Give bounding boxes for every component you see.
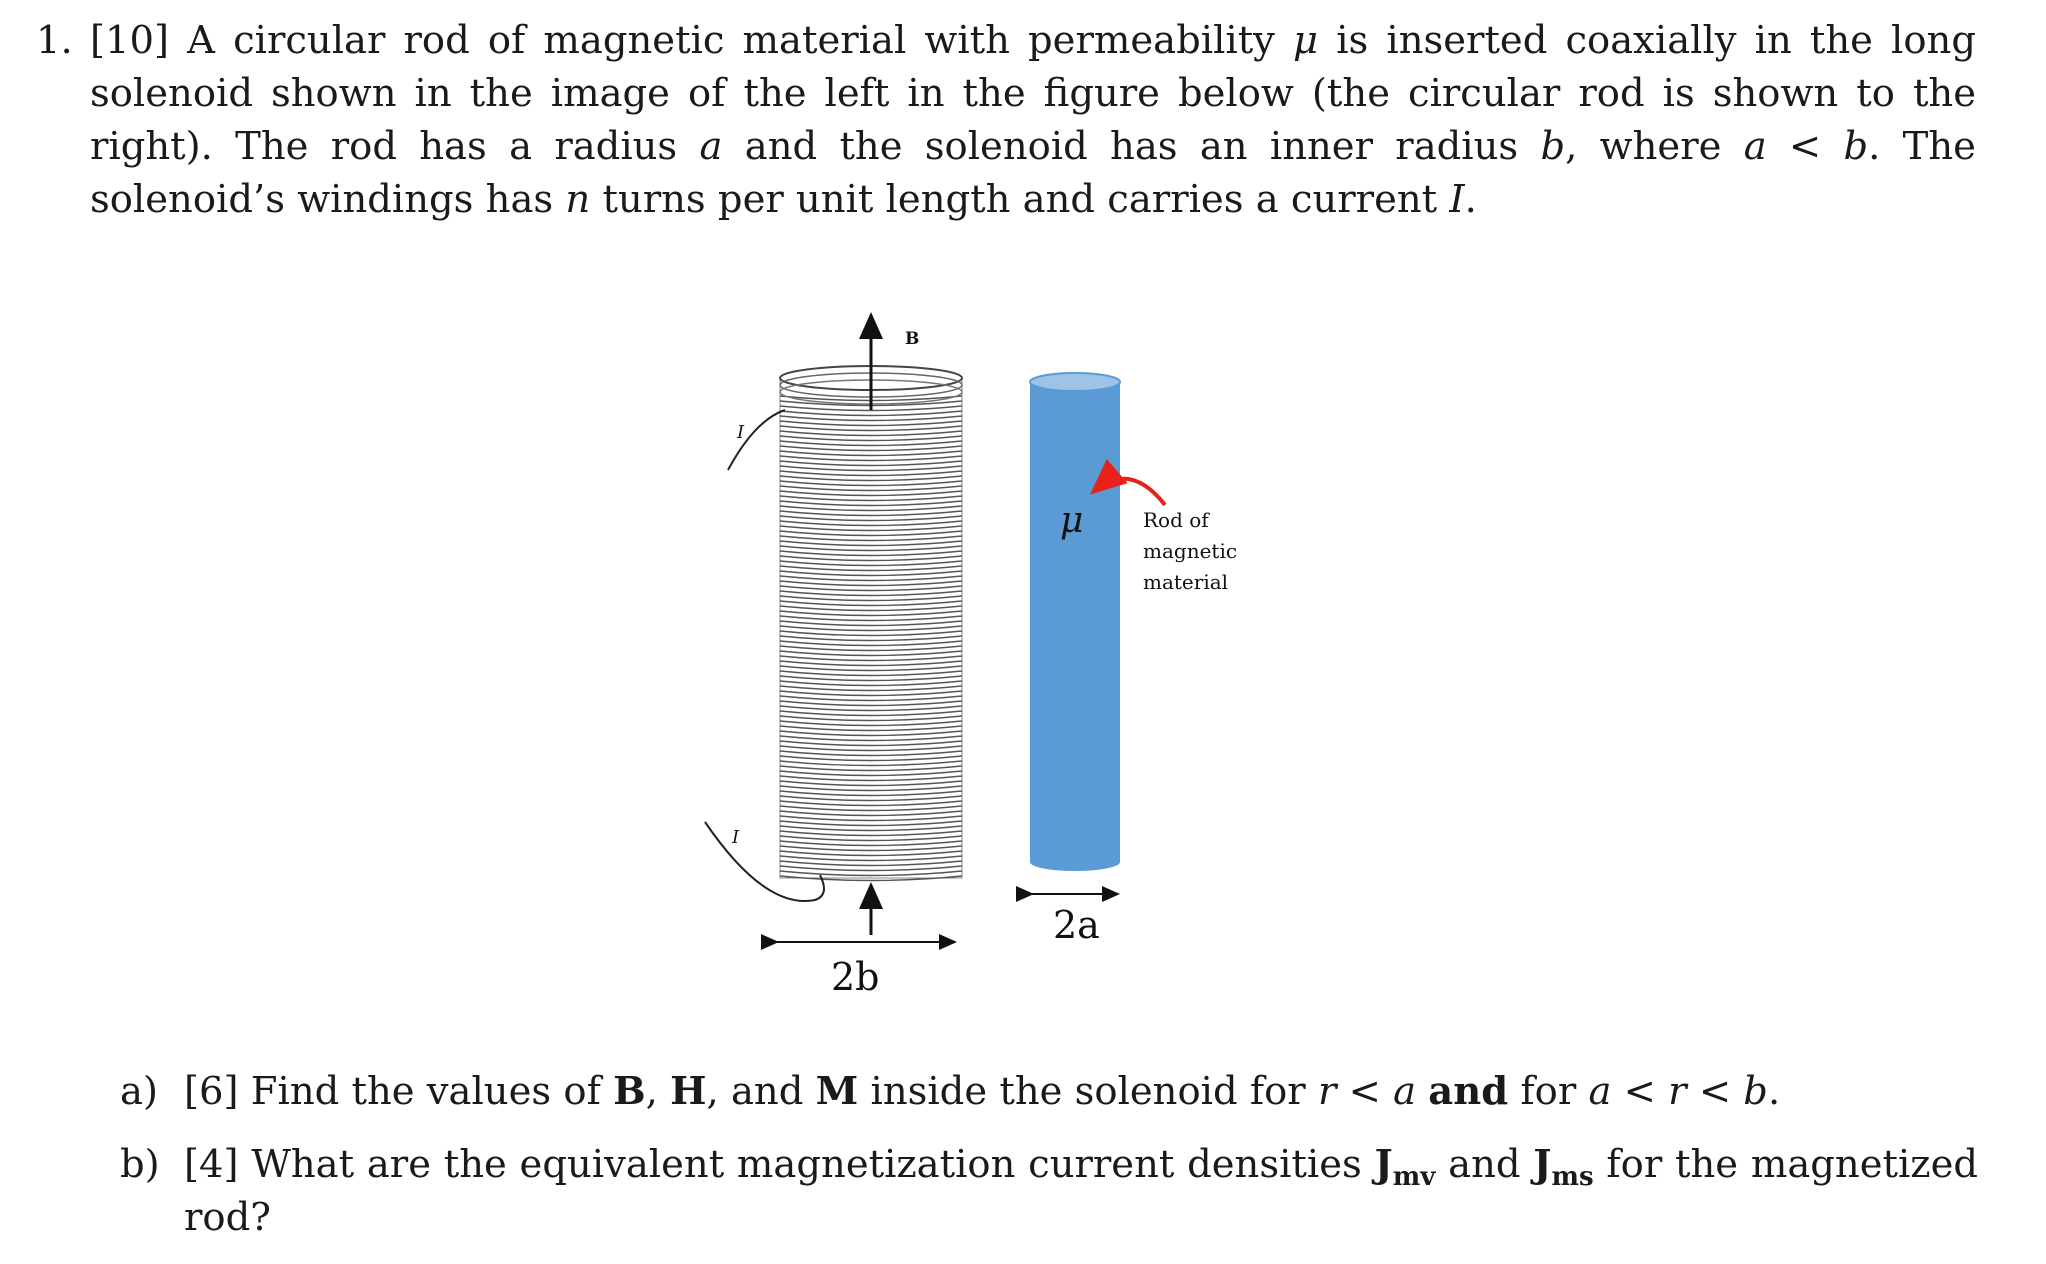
- question-b: b) [4] What are the equivalent magnetization current densities $J_{mv}$ and $J_{ms}$ for the magnetized rod?: [120, 1138, 1978, 1244]
- symbol-b: b: [1540, 124, 1566, 169]
- solenoid: [780, 366, 962, 881]
- question-a: a) [6] Find the values of B, H, and M inside the solenoid for r < a and for a < r < b.: [120, 1065, 1978, 1118]
- question-label: a): [120, 1069, 158, 1114]
- label-I-top: I: [737, 422, 745, 443]
- problem-points: [10]: [90, 18, 170, 63]
- symbol-n: n: [565, 177, 591, 222]
- symbol-I: I: [1449, 177, 1465, 222]
- question-parts: [120, 1065, 1978, 1264]
- symbol-a: a: [699, 124, 723, 169]
- condition-a-less-b: a < b: [1743, 124, 1869, 169]
- figure: [675, 310, 1270, 1010]
- symbol-mu: μ: [1293, 18, 1319, 63]
- magnetic-rod: [1030, 373, 1120, 871]
- label-2a: 2a: [1053, 903, 1100, 947]
- rod-label-line: material: [1143, 570, 1229, 594]
- rod-top: [1030, 373, 1120, 391]
- problem-text: [10] A circular rod of magnetic material with permeability μ is inserted coaxially in the long solenoid shown in the image of the left in the figure below (the circular rod is shown to the right). The rod has a radius a and the solenoid has an inner radius b, where a < b. The solenoid’s windings has n turns per unit length and carries a current I.: [90, 18, 1976, 222]
- label-I-bottom: I: [732, 827, 740, 848]
- question-label: b): [120, 1142, 160, 1187]
- problem-number: 1.: [36, 18, 73, 63]
- rod-label-line: Rod of: [1143, 508, 1209, 532]
- label-mu: μ: [1060, 500, 1084, 541]
- label-2b: 2b: [831, 955, 880, 999]
- problem-statement: [36, 14, 1976, 226]
- rod-label-line: magnetic: [1143, 539, 1238, 563]
- figure-svg: [675, 310, 1270, 1010]
- label-B: B: [905, 329, 920, 349]
- rod-label: [1143, 508, 1243, 594]
